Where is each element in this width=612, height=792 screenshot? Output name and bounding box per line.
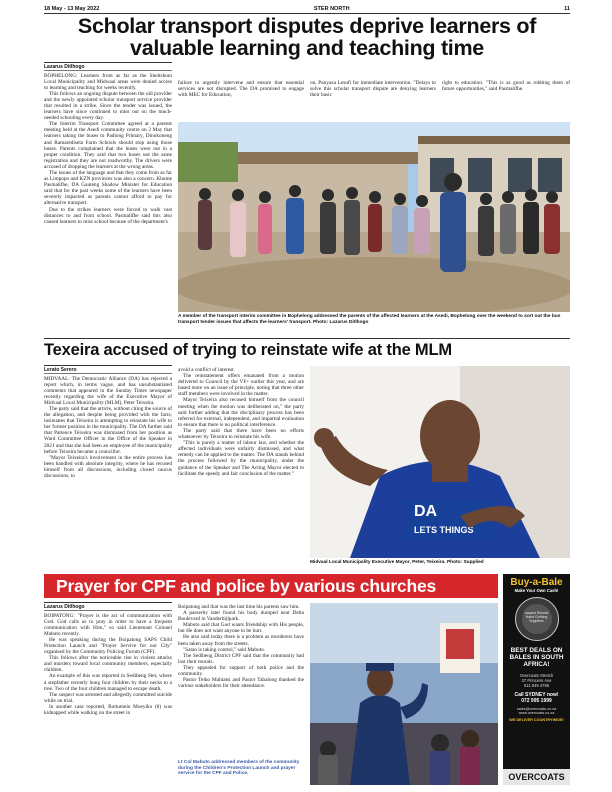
paragraph: They appealed for support of both police and the community. <box>178 664 304 678</box>
page-number: 11 <box>564 5 570 12</box>
ad-brand-logo: OVERCOATS <box>503 769 570 785</box>
ad-address <box>503 673 570 689</box>
story3-col1 <box>44 602 172 716</box>
paragraph: "Mayor Teixeira's involvement in the entire process has been handled with absolute integrity, where he has recused himself from all discussions, including closed caucus discussions, to <box>44 454 172 479</box>
story1-caption: A member of the transport interim committee in Bophelong addressed the parents of the affected learners at the Asedi, Bophelong over the weekend to sort out the bus transport tender issues that affects the learners' transport. Photo: Lazarus Ditlhogo <box>178 314 561 325</box>
paragraph: avoid a conflict of interest. <box>178 367 235 373</box>
paragraph: failure to urgently intervene and ensure that essential services are not disrupted. The DA promised to engage with MEC for Education, <box>178 80 304 99</box>
paragraph: A passerby later found his body dumped near Delta Boulevard in Vanderbijlpark. <box>178 610 304 623</box>
paragraph: This follows an ongoing dispute between the old provider and the newly appointed scholar transport service provider that resulted in a strike. Since the tender was issued, the learners have since continued to miss out on the much-needed schooling every day. <box>44 90 172 122</box>
ad-contact-name: Call SYDNEY now! <box>514 692 559 699</box>
page-header <box>44 4 570 14</box>
story1-col2 <box>178 80 304 98</box>
story3-caption: Lt Col Mabuto addressed members of the community during the Children's Protection Launch and prayer service for the CPF and Police. <box>178 760 300 777</box>
paragraph: The party said that the article, without citing the source of the allegation, and despite being provided with the facts, insinuates that Teixeira is attempting to reinstate his wife to her former position in the municipality. The DA further said that Patience Teixeira was dismissed from her position as Ward Committee Officer in the Office of the Speaker in 2021 and that she had been an employee of the municipality before Teixeira became a councillor. <box>44 405 172 455</box>
story2-headline: Texeira accused of trying to reinstate wife at the MLM <box>44 341 452 359</box>
buy-a-bale-ad[interactable] <box>503 574 570 785</box>
paragraph: Due to the strikes learners were forced to walk vast distances to and from school. Pasmalifhe said this also caused learners to miss school because of the department's <box>44 206 172 225</box>
story3-col2 <box>178 604 304 689</box>
paragraph: Mayor Teixeira also recused himself from the council meeting when the motion was deliberated on," the party said further adding that the disciplinary process has been referred for external, independent, and impartial evaluation to ensure that there is no political interference. <box>178 397 304 428</box>
story1-text-col1 <box>44 73 172 225</box>
paragraph: In another case reported, Boitumelo Moeyiko (8) was kidnapped while walking on the street in <box>44 703 172 716</box>
svg-text:LETS THINGS: LETS THINGS <box>414 525 474 535</box>
story1-byline: Lazarus Ditlhogo <box>44 62 172 71</box>
svg-text:DA: DA <box>414 503 438 520</box>
story3-text-col1 <box>44 613 172 717</box>
paragraph: right to education. "This is as good as robbing them of future opportunities," said Pasmalifhe. <box>442 80 570 93</box>
paragraph: Boipatong and that was the last time his parents saw him. <box>178 604 300 610</box>
ad-title: Buy-a-Bale <box>510 577 563 588</box>
paragraph: He was speaking during the Boipatong SAPS Child Protection Launch and "Prayer Service for our City" organised by the Community Policing Forum (CPF). <box>44 636 172 656</box>
ad-email[interactable]: sales@overcoats.co.za <box>516 707 557 712</box>
paragraph: on, Panyaza Lesufi for immediate intervention. "Delays to solve this scholar transport dispute are denying learners their basic <box>310 80 436 99</box>
story1-col3 <box>310 80 436 98</box>
story1-col4 <box>442 80 570 92</box>
paragraph: Pastor Teiko Mahlatsi and Pastor Tabalong thanked the various stakeholders for their attendance. <box>178 677 304 690</box>
paragraph: This follows after the noticeable rise in violent attacks and murders toward local community members, especially children. <box>44 655 172 674</box>
story1-photo <box>178 122 570 312</box>
paragraph: "Satan is taking control," said Mabuto. <box>183 646 266 653</box>
ad-website[interactable]: www.overcoats.co.za <box>518 711 555 716</box>
ad-phone[interactable]: 072 995 1999 <box>521 698 552 705</box>
ad-seal <box>515 597 559 641</box>
story3-headline: Prayer for CPF and police by various churches <box>56 575 437 596</box>
address-line: 37 Princess Ave <box>521 677 552 683</box>
story3-photo <box>310 603 498 785</box>
ad-header <box>503 574 570 593</box>
paragraph: The suspect was arrested and allegedly committed suicide while on trial. <box>44 691 172 704</box>
paragraph: The Interim Transport Committee agreed at a parents meeting held at the Asedi community centre on 2 May that learners taking the buses to Padiong Primary, Dinokoneng and Ramaredisela Farm Schools should stop using those buses. Parents complained that the buses were not in a proper condition. They said that two buses use the same registration and they are not roadworthy. The drivers were accused of dropping the learners at the wrong areas. <box>44 121 172 170</box>
ad-headline: BEST DEALS ON BALES IN SOUTH AFRICA! <box>509 647 564 669</box>
paragraph: Mabuto said that God wants friendship with His people, but He does not want anyone to be hurt. <box>178 622 304 635</box>
paragraph: The Sedibeng District CPF said that the community had lost their morals. <box>178 652 304 665</box>
section-divider <box>44 338 570 339</box>
paragraph: BOIPATONG: "Prayer is the act of communication with God. God calls us to pray in order to have a frequent communication with Him," so said Lieutenant Colonel Mabuto recently. <box>44 612 172 637</box>
paragraph: The issues of the language and that they come from as far as Limpopo and KZN provinces was also a concern. Khume Pasmalifhe, DA Gauteng Shadow Minister for Education said that for the past weeks some of the learners have been severely impacted as parents cannot afford to pay for alternative transport. <box>44 170 172 207</box>
story1-headline: Scholar transport disputes deprive learners of valuable learning and teaching time <box>77 14 537 60</box>
paragraph: An example of this was reported in Sedibeng Ster, where a stepfather recently hung four children by their necks to a tree. Two of the four children managed to escape death. <box>44 673 172 692</box>
publication-name: STER NORTH <box>313 5 350 12</box>
address-line: 011 949 4785 <box>523 683 550 689</box>
address-line: Overcoats Stretch <box>519 672 554 678</box>
issue-date: 18 May - 13 May 2022 <box>44 5 100 12</box>
paragraph: "This is purely a matter of labour law, and whether the affected individuals were unfairly dismissed, and what remedy can be applied to the matter. The DA stands behind the process followed by the municipality, under the guidance of the Speaker and The Acting Mayor elected to facilitate the speedy and fair conclusion of the matter." <box>178 440 304 477</box>
paragraph: He also said today there is a problem as murderers have been taken away from the streets. <box>178 634 304 647</box>
story2-col2 <box>178 367 304 477</box>
paragraph: MIDVAAL: The Democratic Alliance (DA) has rejected a report which, in terms vague, and has unsubstantiated comments that appeared in the Sunday Times newspaper recently regarding the wife of the Executive Mayor of Midvaal Local Municipality (MLM), Peter Teixeira. <box>44 375 172 406</box>
story2-caption: Midvaal Local Municipality Executive Mayor, Peter, Teixeira. Photo: Supplied <box>310 560 484 565</box>
story2-photo <box>310 366 570 558</box>
paragraph: The reinstatement offers emanated from a motion delivered to Council by the VF+ earlier this year, and are based more on an issue of principle, noting that three other staff members were involved in the matter. <box>178 373 304 398</box>
paragraph: The party said that there have been no efforts whatsoever by Teixeira to reinstate his wife. <box>178 427 304 441</box>
story2-col1 <box>44 365 172 479</box>
story2-byline: Lerato Serero <box>44 365 172 374</box>
story2-text-col1 <box>44 376 172 480</box>
ad-note: WE DELIVER COUNTRYWIDE! <box>509 718 564 723</box>
seal-text: Largest Second Hand Clothing Suppliers <box>522 604 552 634</box>
ad-subtitle: Make Your Own Cash! <box>514 588 559 593</box>
story3-headline-banner <box>44 574 498 598</box>
paragraph: BOPHELONG: Learners from as far as the Sheltshoni Local Municipality and Midwaal areas were denied access to learning and teaching for weeks recently. <box>44 72 172 91</box>
story3-byline: Lazarus Ditlhogo <box>44 602 172 611</box>
